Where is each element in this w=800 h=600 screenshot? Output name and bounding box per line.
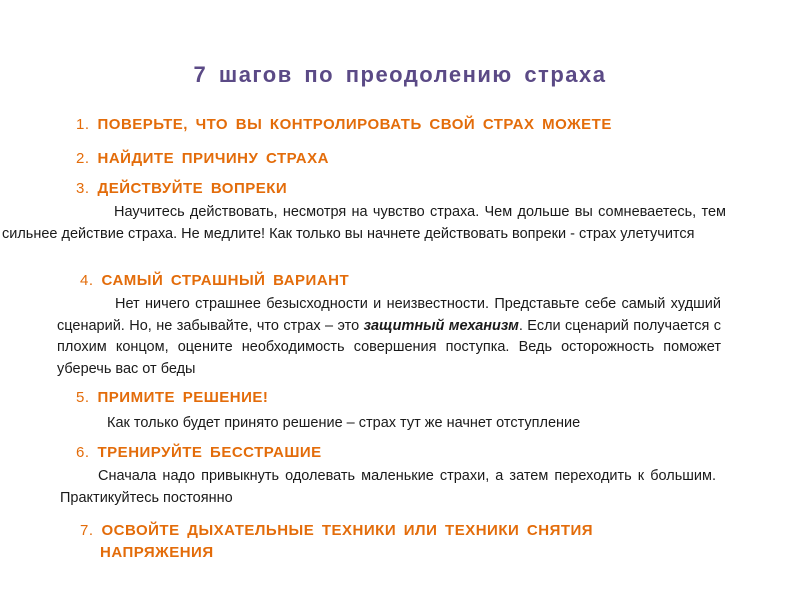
step-1-heading [76,116,612,133]
step-4-heading [80,272,349,289]
step-4-body-start: Нет ничего страшнее безысходности и неизвестности. Представьте себе самый худший сценарий. Но, не забывайте, что страх – это [57,296,721,334]
step-3-heading [76,180,287,197]
step-label: ТРЕНИРУЙТЕ БЕССТРАШИЕ [97,444,322,461]
step-5-text [73,413,633,435]
step-4-emphasis: защитный механизм [363,317,519,334]
step-6-body: Сначала надо привыкнуть одолевать маленькие страхи, а затем переходить к большим. Практикуйтесь постоянно [60,468,716,506]
step-6-heading [76,444,322,461]
step-label: САМЫЙ СТРАШНЫЙ ВАРИАНТ [101,272,350,289]
step-label: ПРИМИТЕ РЕШЕНИЕ! [97,389,269,406]
step-number: 7. [80,522,94,539]
step-4-body-end: . Если сценарий получается с плохим концом, оцените необходимость совершения поступка. Ведь осторожность поможет уберечь вас от беды [57,317,722,377]
step-label: ПОВЕРЬТЕ, ЧТО ВЫ КОНТРОЛИРОВАТЬ СВОЙ СТРАХ МОЖЕТЕ [97,116,612,133]
step-number: 3. [76,180,90,197]
step-label: ДЕЙСТВУЙТЕ ВОПРЕКИ [97,180,288,197]
step-label-continued: НАПРЯЖЕНИЯ [100,544,214,561]
step-number: 5. [76,389,90,406]
step-label: НАЙДИТЕ ПРИЧИНУ СТРАХА [97,150,329,167]
step-3-body: Научитесь действовать, несмотря на чувство страха. Чем дольше вы сомневаетесь, тем сильнее действие страха. Не медлите! Как только вы начнете действовать вопреки - страх улетучится [2,204,726,242]
step-number: 4. [80,272,94,289]
step-4-text [57,294,721,380]
step-number: 1. [76,116,90,133]
step-number: 6. [76,444,90,461]
step-3-text [2,202,726,245]
step-5-body: Как только будет принято решение – страх тут же начнет отступление [107,415,581,431]
step-number: 2. [76,150,90,167]
step-label: ОСВОЙТЕ ДЫХАТЕЛЬНЫЕ ТЕХНИКИ ИЛИ ТЕХНИКИ СНЯТИЯ [101,522,594,539]
step-5-heading [76,389,268,406]
step-7-heading [80,520,700,564]
step-6-text [60,466,716,509]
step-2-heading [76,150,329,167]
page-title: 7 шагов по преодолению страха [193,62,607,87]
